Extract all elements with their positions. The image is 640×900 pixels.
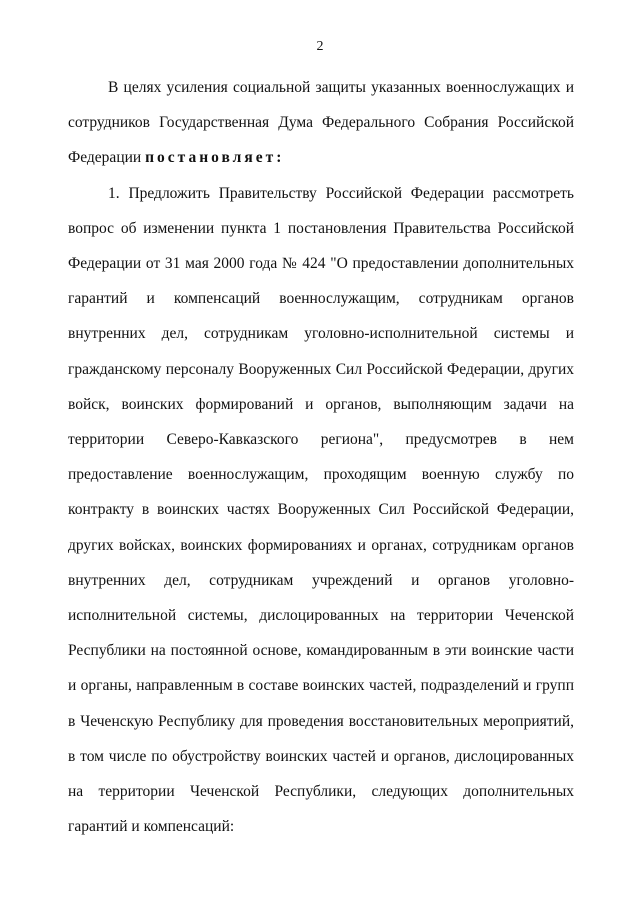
- decree-word: постановляет:: [145, 149, 285, 167]
- item-1-paragraph: 1. Предложить Правительству Российской Федерации рассмотреть вопрос об изменении пункта 1 постановления Правительства Российской Федерации от 31 мая 2000 года № 424 "О предоставлении дополнительных гарантий и компенсаций военнослужащим, сотрудникам органов внутренних дел, сотрудникам уголовно-исполнительной системы и гражданскому персоналу Вооруженных Сил Российской Федерации, других войск, воинских формирований и органов, выполняющим задачи на территории Северо-Кавказского региона", предусмотрев в нем предоставление военнослужащим, проходящим военную службу по контракту в воинских частях Вооруженных Сил Российской Федерации, других войсках, воинских формированиях и органах, сотрудникам органов внутренних дел, сотрудникам учреждений и органов уголовно-исполнительной системы, дислоцированных на территории Чеченской Республики на постоянной основе, командированным в эти воинские части и органы, направленным в составе воинских частей, подразделений и групп в Чеченскую Республику для проведения восстановительных мероприятий, в том числе по обустройству воинских частей и органов, дислоцированных на территории Чеченской Республики, следующих дополнительных гарантий и компенсаций:: [68, 184, 574, 836]
- page-number: 2: [316, 39, 324, 54]
- preamble-text: В целях усиления социальной защиты указанных военнослужащих и сотрудников Государственная Дума Федерального Собрания Российской Федерации: [68, 79, 574, 167]
- document-body: [68, 70, 574, 844]
- preamble-paragraph: [68, 70, 574, 176]
